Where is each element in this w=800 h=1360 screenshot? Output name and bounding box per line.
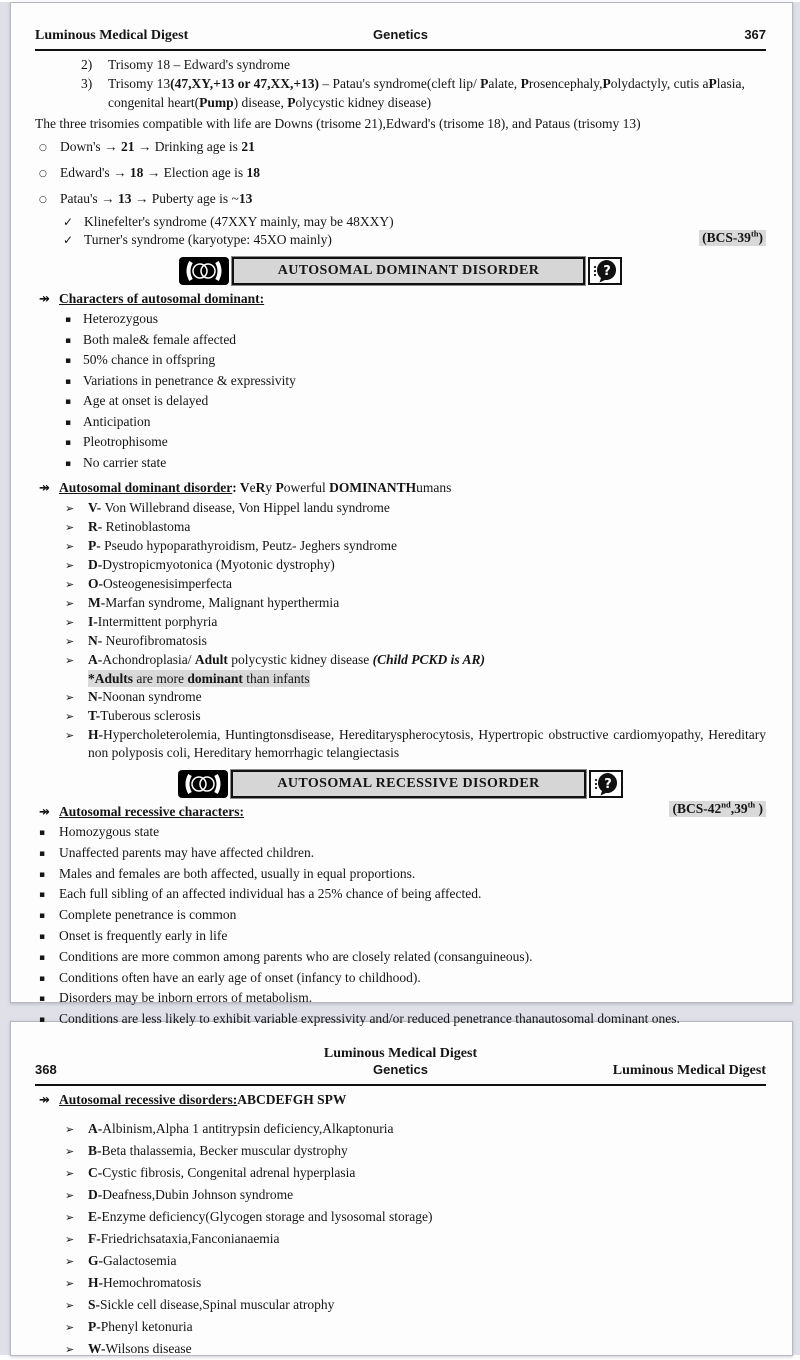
trisomy-numbered-list <box>81 55 766 112</box>
bullet-marker: ▪ <box>65 356 72 366</box>
list-item-text: Pleotrophisome <box>83 434 168 449</box>
list-item <box>39 969 766 990</box>
list-item <box>39 865 766 886</box>
sec1-heading-text: Characters of autosomal dominant: <box>59 291 265 306</box>
sec3-heading <box>39 799 766 820</box>
bullet-marker: ➢ <box>65 521 75 534</box>
list-item <box>39 927 766 948</box>
page-header <box>35 27 766 51</box>
bullet-marker: ➢ <box>65 616 75 629</box>
banner-title: AUTOSOMAL DOMINANT DISORDER <box>232 257 586 285</box>
list-item <box>65 1206 766 1228</box>
bullet-marker: ▪ <box>65 458 72 469</box>
list-item-text: Onset is frequently early in life <box>59 927 228 943</box>
list-item-text: Klinefelter's syndrome (47XXY mainly, may be 48XXY) <box>84 214 394 229</box>
syndrome-check-list <box>63 213 766 249</box>
bullet-marker: ➢ <box>65 1299 75 1312</box>
list-item <box>39 844 766 865</box>
list-item <box>39 906 766 927</box>
list-item <box>81 74 766 112</box>
list-item-text: Trisomy 18 – Edward's syndrome <box>108 57 290 72</box>
page-footer: Luminous Medical Digest <box>35 1040 766 1062</box>
bcs-badge: (BCS-42nd,39th ) <box>669 801 766 817</box>
faces-icon <box>179 257 229 285</box>
bullet-marker: ▪ <box>39 828 46 838</box>
bullet-marker: ➢ <box>65 1189 75 1202</box>
list-item-text: N- Neurofibromatosis <box>88 633 207 648</box>
list-item <box>39 161 766 187</box>
list-item <box>65 1228 766 1250</box>
list-item <box>65 613 766 632</box>
bullet-marker: ▪ <box>39 952 46 963</box>
list-item <box>65 433 766 454</box>
bullet-marker: ➢ <box>65 1255 75 1268</box>
list-item <box>63 228 766 249</box>
header-chapter-title: Genetics <box>373 1062 428 1077</box>
bullet-marker: ▪ <box>39 973 46 984</box>
faces-icon <box>178 770 228 798</box>
recessive-characters-list <box>39 823 766 1031</box>
list-item <box>39 135 766 161</box>
list-item-text: H-Hemochromatosis <box>88 1275 202 1290</box>
section-arrow-icon: ↠ <box>39 292 50 307</box>
page-368 <box>10 1021 793 1356</box>
bullet-marker: ➢ <box>65 654 75 667</box>
sec3-heading-text: Autosomal recessive characters: <box>59 804 244 819</box>
bullet-marker: ➢ <box>65 1145 75 1158</box>
list-item <box>65 413 766 434</box>
bullet-marker: ○ <box>39 143 47 153</box>
list-item-text: Down's → 21 → Drinking age is 21 <box>60 139 255 154</box>
list-item-text: Conditions are more common among parents who are closely related (consanguineous). <box>59 948 533 964</box>
question-head-icon <box>589 770 623 798</box>
list-item-text: Anticipation <box>83 413 151 429</box>
list-item <box>65 594 766 613</box>
list-item-text: Age at onset is delayed <box>83 393 209 408</box>
bullet-marker: ▪ <box>65 315 72 325</box>
list-item-text: Patau's → 13 → Puberty age is ~13 <box>60 191 253 206</box>
recessive-disorders-list <box>65 1118 766 1360</box>
list-item <box>65 1294 766 1316</box>
header-page-number: 367 <box>744 27 767 42</box>
list-item <box>65 1250 766 1272</box>
list-item <box>65 331 766 352</box>
bullet-marker: ▪ <box>65 376 72 387</box>
dominant-disorders-list <box>65 499 766 762</box>
list-item <box>39 948 766 969</box>
list-item-text: D-Deafness,Dubin Johnson syndrome <box>88 1187 294 1202</box>
list-item <box>65 1338 766 1360</box>
list-item-text: Conditions are less likely to exhibit variable expressivity and/or reduced penetrance thanautosomal dominant ones. <box>59 1011 680 1027</box>
section-arrow-icon: ↠ <box>39 1093 50 1108</box>
page-367 <box>10 2 793 1061</box>
list-item <box>65 651 766 670</box>
list-item-text: Turner's syndrome (karyotype: 45XO mainly) <box>84 232 332 247</box>
trisomy-mnemonic-list <box>39 135 766 213</box>
header-chapter-title: Genetics <box>373 27 428 42</box>
bullet-marker: ➢ <box>65 502 75 515</box>
bullet-marker: ➢ <box>65 1321 75 1334</box>
bullet-marker: ▪ <box>39 994 46 1005</box>
list-item-text: F-Friedrichsataxia,Fanconianaemia <box>88 1231 280 1246</box>
list-item <box>39 823 766 844</box>
bullet-marker: ▪ <box>39 911 46 922</box>
list-item-text: Variations in penetrance & expressivity <box>83 372 296 388</box>
bullet-marker: ➢ <box>65 578 75 591</box>
list-item <box>65 392 766 413</box>
sec1-heading <box>39 291 766 307</box>
bullet-marker: ▪ <box>65 417 72 428</box>
list-item-text: N-Noonan syndrome <box>88 689 202 704</box>
list-item <box>65 707 766 726</box>
list-item <box>65 1316 766 1338</box>
list-item-text: A-Achondroplasia/ Adult polycystic kidney disease (Child PCKD is AR) <box>88 652 485 667</box>
list-item-text: Heterozygous <box>83 311 158 326</box>
list-item-text: Conditions often have an early age of onset (infancy to childhood). <box>59 969 421 985</box>
bullet-marker: ➢ <box>65 691 75 704</box>
svg-text:?: ? <box>603 777 612 792</box>
bullet-marker: ➢ <box>65 1233 75 1246</box>
bullet-marker: ✓ <box>63 233 74 247</box>
svg-text:?: ? <box>603 264 612 279</box>
sec2-heading <box>39 480 766 496</box>
list-item <box>65 1272 766 1294</box>
list-item <box>65 726 766 762</box>
section-arrow-icon: ↠ <box>39 481 50 496</box>
bullet-marker: ➢ <box>65 710 75 723</box>
bullet-marker: 2) <box>81 57 93 72</box>
bullet-marker: 3) <box>81 76 93 91</box>
list-item-text: *Adults are more dominant than infants <box>88 671 310 686</box>
bullet-marker: ▪ <box>39 890 46 901</box>
list-item <box>65 454 766 475</box>
bullet-marker: ➢ <box>65 1211 75 1224</box>
list-item <box>65 310 766 331</box>
list-item <box>81 55 766 74</box>
bullet-marker: ➢ <box>65 1167 75 1180</box>
list-item <box>65 1162 766 1184</box>
bullet-marker: ▪ <box>39 931 46 942</box>
recessive-disorders-heading-text: Autosomal recessive disorders:ABCDEFGH SPW <box>59 1092 347 1107</box>
list-item-text: No carrier state <box>83 454 167 470</box>
list-item-text: E-Enzyme deficiency(Glycogen storage and lysosomal storage) <box>88 1209 433 1224</box>
question-head-icon <box>588 257 622 285</box>
list-item-text: Homozygous state <box>59 824 160 839</box>
sec2-heading-text: Autosomal dominant disorder: VeRy Powerful DOMINANTHumans <box>59 480 452 495</box>
list-item <box>65 556 766 575</box>
bullet-marker: ▪ <box>39 848 46 859</box>
list-item <box>65 518 766 537</box>
list-item-text: O-Osteogenesisimperfecta <box>88 576 232 591</box>
bullet-marker: ▪ <box>65 335 72 346</box>
list-item-text: Unaffected parents may have affected children. <box>59 844 315 860</box>
list-item <box>65 499 766 518</box>
list-item <box>65 1118 766 1140</box>
list-item <box>65 1140 766 1162</box>
list-item <box>39 989 766 1010</box>
bullet-marker: ▪ <box>39 869 46 880</box>
bullet-marker: ➢ <box>65 1343 75 1356</box>
page-header <box>35 1062 766 1086</box>
bullet-marker: ▪ <box>65 438 72 448</box>
list-item-text: P-Phenyl ketonuria <box>88 1319 193 1334</box>
bullet-marker: ➢ <box>65 635 75 648</box>
bullet-marker: ✓ <box>63 215 74 229</box>
list-item-text: V- Von Willebrand disease, Von Hippel landu syndrome <box>88 500 390 515</box>
trisomy-summary-line: The three trisomies compatible with life are Downs (trisome 21),Edward's (trisome 18), and Pataus (trisomy 13) <box>35 116 641 131</box>
list-item <box>63 213 766 231</box>
list-item-text: H-Hypercholeterolemia, Huntingtonsdisease, Hereditaryspherocytosis, Hypertropic obstructive cardiomyopathy, Hereditary non polyposis coli, Hereditary hemorrhagic telangiectasis <box>88 727 766 760</box>
list-item-text: R- Retinoblastoma <box>88 519 191 534</box>
list-item-text: Both male& female affected <box>83 331 237 347</box>
list-item-text: P- Pseudo hypoparathyroidism, Peutz- Jeghers syndrome <box>88 538 397 553</box>
bullet-marker: ○ <box>39 169 47 179</box>
list-item-text: Trisomy 13(47,XY,+13 or 47,XX,+13) – Patau's syndrome(cleft lip/ Palate, Prosencephaly,Polydactyly, cutis aPlasia, congenital heart(Pump) disease, Polycystic kidney disease) <box>108 76 745 110</box>
list-item-text: D-Dystropicmyotonica (Myotonic dystrophy) <box>88 557 335 572</box>
header-book-title: Luminous Medical Digest <box>612 1063 767 1078</box>
list-item <box>65 351 766 372</box>
list-item-text: I-Intermittent porphyria <box>88 614 218 629</box>
bullet-marker: ▪ <box>65 397 72 407</box>
list-item <box>65 688 766 707</box>
banner-title: AUTOSOMAL RECESSIVE DISORDER <box>231 770 585 798</box>
document-viewer <box>0 2 800 1355</box>
header-book-title: Luminous Medical Digest <box>35 28 189 43</box>
bullet-marker: ➢ <box>65 597 75 610</box>
list-item-text: Males and females are both affected, usually in equal proportions. <box>59 865 416 881</box>
list-item-text: W-Wilsons disease <box>88 1341 192 1356</box>
list-item <box>65 670 766 688</box>
bcs-badge: (BCS-39th) <box>699 230 766 246</box>
list-item-text: S-Sickle cell disease,Spinal muscular atrophy <box>88 1297 335 1312</box>
list-item <box>65 632 766 651</box>
bullet-marker: ➢ <box>65 729 75 742</box>
list-item <box>65 1184 766 1206</box>
bullet-marker: ➢ <box>65 1277 75 1290</box>
list-item-text: Disorders may be inborn errors of metabolism. <box>59 990 313 1006</box>
list-item-text: 50% chance in offspring <box>83 352 216 367</box>
header-page-number: 368 <box>35 1062 57 1077</box>
list-item-text: A-Albinism,Alpha 1 antitrypsin deficiency,Alkaptonuria <box>88 1121 394 1136</box>
list-item-text: M-Marfan syndrome, Malignant hyperthermia <box>88 595 340 610</box>
list-item-text: Each full sibling of an affected individual has a 25% chance of being affected. <box>59 886 482 902</box>
section-arrow-icon: ↠ <box>39 805 50 820</box>
list-item-text: C-Cystic fibrosis, Congenital adrenal hyperplasia <box>88 1165 356 1180</box>
list-item-text: G-Galactosemia <box>88 1253 177 1268</box>
autosomal-recessive-banner <box>178 770 622 798</box>
bullet-marker: ➢ <box>65 559 75 572</box>
list-item-text: Edward's → 18 → Election age is 18 <box>60 165 261 180</box>
autosomal-dominant-banner <box>179 257 623 285</box>
dominant-characters-list <box>65 310 766 474</box>
list-item <box>39 885 766 906</box>
list-item-text: T-Tuberous sclerosis <box>88 708 201 723</box>
list-item-text: B-Beta thalassemia, Becker muscular dystrophy <box>88 1143 348 1158</box>
list-item <box>65 372 766 393</box>
bullet-marker: ➢ <box>65 1123 75 1136</box>
list-item <box>65 537 766 556</box>
list-item-text: Complete penetrance is common <box>59 907 237 923</box>
bullet-marker: ○ <box>39 195 47 205</box>
recessive-disorders-heading <box>39 1092 766 1108</box>
list-item <box>39 187 766 213</box>
list-item <box>65 575 766 594</box>
bullet-marker: ▪ <box>39 1015 46 1026</box>
bullet-marker: ➢ <box>65 540 75 553</box>
list-item <box>39 1010 766 1031</box>
